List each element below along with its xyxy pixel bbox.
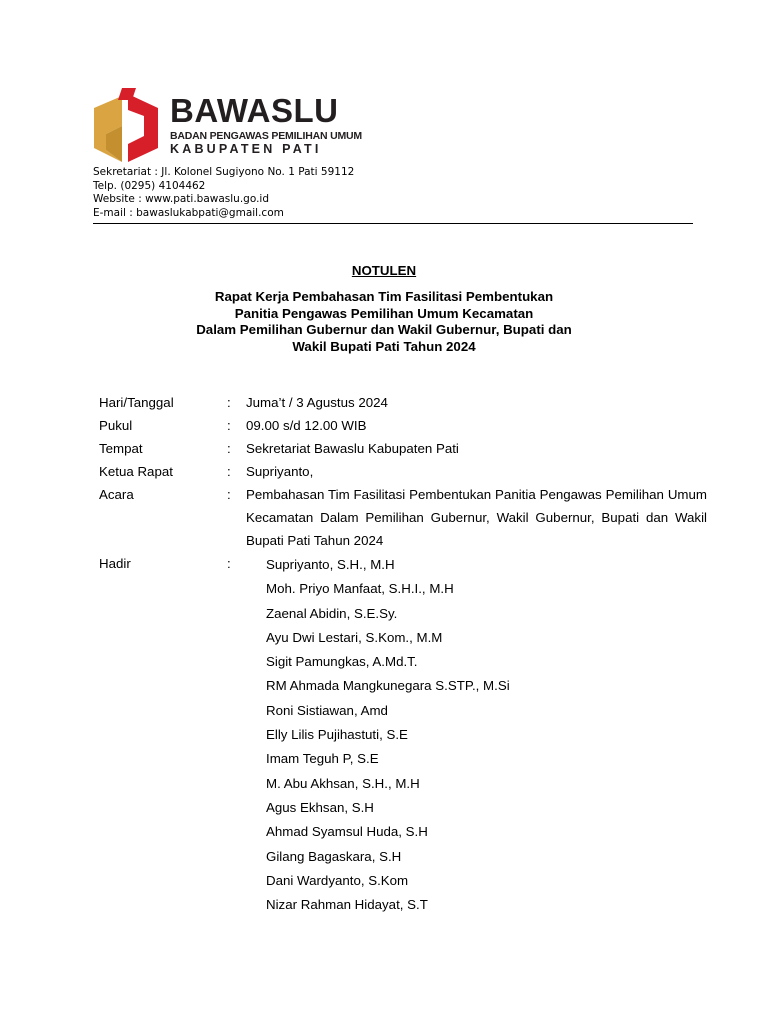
attendee-item: Imam Teguh P, S.E: [266, 751, 379, 767]
colon: :: [227, 441, 231, 456]
subtitle-line: Wakil Bupati Pati Tahun 2024: [292, 338, 476, 354]
agenda-label: Acara: [99, 487, 134, 502]
attendee-item: Ayu Dwi Lestari, S.Kom., M.M: [266, 629, 443, 645]
attendee-item: Dani Wardyanto, S.Kom: [266, 872, 409, 888]
document-subtitle: [0, 289, 768, 355]
attendee-item: Moh. Priyo Manfaat, S.H.I., M.H: [266, 581, 454, 597]
attendee-item: Ahmad Syamsul Huda, S.H: [266, 824, 428, 840]
subtitle-line: Rapat Kerja Pembahasan Tim Fasilitasi Pembentukan: [214, 289, 554, 304]
phone-line: Telp. (0295) 4104462: [93, 179, 206, 192]
chair-label: Ketua Rapat: [99, 464, 173, 479]
time-value: 09.00 s/d 12.00 WIB: [246, 418, 367, 433]
subtitle-line: Panitia Pengawas Pemilihan Umum Kecamatan: [234, 305, 534, 321]
attendee-item: Zaenal Abidin, S.E.Sy.: [266, 605, 398, 621]
colon: :: [227, 556, 231, 571]
colon: :: [227, 418, 231, 433]
chair-value: Supriyanto,: [246, 464, 314, 479]
header-divider: [93, 223, 693, 224]
place-value: Sekretariat Bawaslu Kabupaten Pati: [246, 441, 459, 456]
colon: :: [227, 464, 231, 479]
date-label: Hari/Tanggal: [99, 395, 174, 410]
colon: :: [227, 487, 231, 502]
document-title: NOTULEN: [351, 263, 417, 278]
website-line[interactable]: Website : www.pati.bawaslu.go.id: [93, 193, 270, 206]
subtitle-line: Dalam Pemilihan Gubernur dan Wakil Gubernur, Bupati dan: [196, 322, 572, 338]
attendee-item: Elly Lilis Pujihastuti, S.E: [266, 727, 408, 743]
bawaslu-emblem-icon: [92, 86, 162, 164]
org-region: KABUPATEN PATI: [170, 142, 322, 156]
attendee-item: RM Ahmada Mangkunegara S.STP., M.Si: [266, 678, 510, 694]
org-name: BAWASLU: [170, 92, 339, 129]
attendee-item: Gilang Bagaskara, S.H: [266, 848, 402, 864]
email-line[interactable]: E-mail : bawaslukabpati@gmail.com: [93, 206, 284, 219]
attendee-item: M. Abu Akhsan, S.H., M.H: [266, 775, 420, 791]
place-label: Tempat: [99, 441, 143, 456]
bawaslu-logo: [92, 86, 362, 166]
address-line: Sekretariat : Jl. Kolonel Sugiyono No. 1 Pati 59112: [93, 166, 355, 178]
time-label: Pukul: [99, 418, 133, 433]
attendee-item: Supriyanto, S.H., M.H: [266, 557, 395, 572]
contact-block: [93, 166, 354, 220]
attendee-item: Agus Ekhsan, S.H: [266, 799, 374, 815]
attendee-item: Sigit Pamungkas, A.Md.T.: [266, 654, 418, 670]
org-full-name: BADAN PENGAWAS PEMILIHAN UMUM: [170, 130, 362, 142]
colon: :: [227, 395, 231, 410]
agenda-value: Pembahasan Tim Fasilitasi Pembentukan Panitia Pengawas Pemilihan Umum Kecamatan Dalam Pemilihan Gubernur, Wakil Gubernur, Bupati dan Wakil Bupati Pati Tahun 2024: [246, 487, 707, 549]
attendee-item: Nizar Rahman Hidayat, S.T: [266, 897, 428, 913]
date-value: Juma’t / 3 Agustus 2024: [246, 395, 388, 410]
attendee-item: Roni Sistiawan, Amd: [266, 702, 388, 718]
attendee-list: [266, 553, 510, 917]
attendance-label: Hadir: [99, 556, 131, 571]
